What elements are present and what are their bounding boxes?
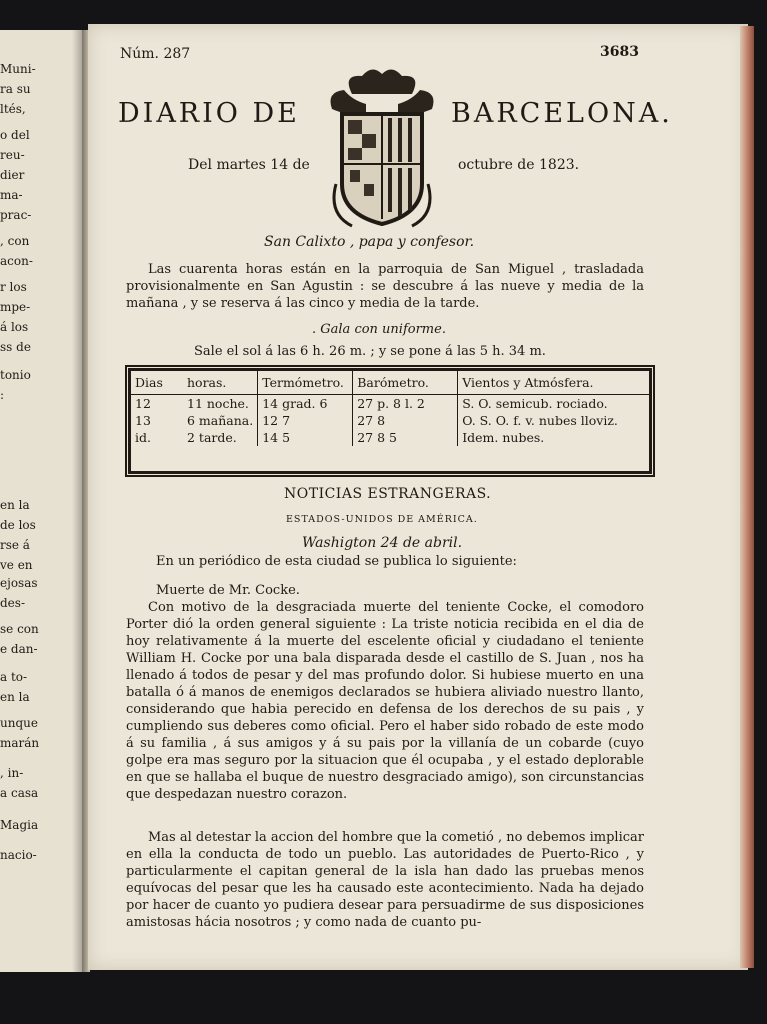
sunrise-sunset: Sale el sol á las 6 h. 26 m. ; y se pone á las 5 h. 34 m.	[194, 344, 546, 359]
news-paragraph: Con motivo de la desgraciada muerte del teniente Cocke, el comodoro Porter dió la orden general siguiente : La triste noticia recibida en el dia de hoy relativamente á la muerte del escelente oficial y ciudadano el teniente William H. Cocke por una bala disparada desde el castillo de S. Juan , nos ha llenado á todos de pesar y del mas profundo dolor. Si hubiese muerto en una batalla ó á manos de enemigos declarados se hubiera aliviado nuestro llanto, considerando que habia perecido en defensa de los derechos de su pais , y cumpliendo sus deberes como oficial. Pero el haber sido robado de este modo á su familia , á sus amigos y á su pais por la villanía de un cobarde (cuyo golpe era mas seguro por la situacion que él ocupaba , y el estado deplorable en que se hallaba el buque de nuestro desgraciado amigo), son circunstancias que despedazan nuestro corazon.	[126, 600, 644, 802]
news-intro: En un periódico de esta ciudad se publica lo siguiente:	[156, 554, 517, 569]
left-page-line: dier	[0, 168, 25, 182]
table-row	[131, 395, 649, 413]
left-page-line: se con	[0, 622, 39, 636]
weather-cell: 6 mañana.	[183, 412, 258, 429]
left-page-line: ltés,	[0, 102, 26, 116]
left-page-line: ss de	[0, 340, 31, 354]
weather-cell: 11 noche.	[183, 395, 258, 413]
weather-cell: S. O. semicub. rociado.	[462, 396, 608, 411]
left-page-line: á los	[0, 320, 29, 334]
left-page-line: e dan-	[0, 642, 38, 656]
left-page-line: , in-	[0, 766, 24, 780]
weather-table	[128, 368, 652, 474]
left-page-line: unque	[0, 716, 38, 730]
left-page-line: a casa	[0, 786, 39, 800]
saint-of-day: San Calixto , papa y confesor.	[264, 234, 475, 250]
weather-header-days: Dias	[131, 371, 183, 395]
newspaper-page	[88, 24, 748, 970]
weather-header-thermometer: Termómetro.	[258, 371, 353, 395]
page-number: 3683	[600, 44, 639, 60]
table-row	[131, 412, 649, 429]
left-page-line: prac-	[0, 208, 32, 222]
weather-header-barometer: Barómetro.	[353, 371, 458, 395]
page-fold-shadow	[72, 30, 82, 972]
coat-of-arms-icon	[322, 64, 442, 229]
left-page-line: r los	[0, 280, 27, 294]
left-page-fragment	[0, 30, 83, 972]
weather-cell: 13	[135, 413, 151, 428]
news-paragraph: Mas al detestar la accion del hombre que la cometió , no debemos implicar en ella la conducta de todo un pueblo. Las autoridades de Puerto-Rico , y particularmente el capitan general de la isla han dado las pruebas menos equívocas del pesar que les ha causado este acontecimiento. Nada ha dejado por hacer de cuanto yo pudiera desear para persuadirme de sus disposiciones amistosas hácia nosotros ; y como nada de cuanto pu-	[126, 830, 644, 930]
date-left: Del martes 14 de	[188, 157, 310, 173]
weather-cell: 2 tarde.	[183, 429, 258, 446]
left-page-line: ra su	[0, 82, 31, 96]
forty-hours-notice: Las cuarenta horas están en la parroquia de San Miguel , trasladada provisionalmente en San Agustin : se descubre á las nueve y media de la mañana , y se reserva á las cinco y media de la tarde.	[126, 262, 644, 311]
news-subhead: Muerte de Mr. Cocke.	[156, 583, 300, 598]
weather-cell: 14 grad. 6	[258, 395, 353, 413]
left-page-line: en la	[0, 690, 30, 704]
weather-cell: Idem. nubes.	[462, 430, 545, 445]
date-right: octubre de 1823.	[458, 157, 580, 173]
left-page-line: , con	[0, 234, 30, 248]
left-page-line: de los	[0, 518, 36, 532]
left-page-line: a to-	[0, 670, 28, 684]
left-page-line: rse á	[0, 538, 30, 552]
issue-number: Núm. 287	[120, 46, 191, 62]
left-page-line: mpe-	[0, 300, 31, 314]
gala-notice: . Gala con uniforme.	[312, 322, 446, 337]
left-page-line: :	[0, 388, 5, 402]
left-page-line: ejosas	[0, 576, 38, 590]
left-page-line: tonio	[0, 368, 31, 382]
left-page-line: des-	[0, 596, 25, 610]
left-page-line: en la	[0, 498, 30, 512]
left-page-line: Muni-	[0, 62, 36, 76]
weather-header-winds: Vientos y Atmósfera.	[458, 371, 649, 395]
left-page-line: Magia	[0, 818, 39, 832]
weather-cell: O. S. O. f. v. nubes lloviz.	[462, 413, 618, 428]
left-page-line: o del	[0, 128, 30, 142]
weather-header-hours: horas.	[183, 371, 258, 395]
weather-cell: 27 8	[353, 412, 458, 429]
left-page-line: reu-	[0, 148, 25, 162]
page-edge	[740, 26, 754, 968]
weather-cell: id.	[135, 430, 151, 445]
left-page-line: ve en	[0, 558, 33, 572]
section-title: NOTICIAS ESTRANGERAS.	[284, 486, 492, 502]
masthead-title-left: DIARIO DE	[118, 98, 300, 129]
weather-cell: 12 7	[258, 412, 353, 429]
weather-cell: 27 8 5	[353, 429, 458, 446]
left-page-line: nacio-	[0, 848, 37, 862]
dateline: Washigton 24 de abril.	[302, 535, 463, 551]
table-row	[131, 429, 649, 446]
weather-cell: 27 p. 8 l. 2	[353, 395, 458, 413]
weather-cell: 14 5	[258, 429, 353, 446]
masthead-title-right: BARCELONA.	[451, 98, 673, 129]
weather-cell: 12	[135, 396, 151, 411]
left-page-line: marán	[0, 736, 40, 750]
country-heading: ESTADOS-UNIDOS DE AMÉRICA.	[286, 514, 478, 525]
left-page-line: acon-	[0, 254, 33, 268]
left-page-line: ma-	[0, 188, 23, 202]
